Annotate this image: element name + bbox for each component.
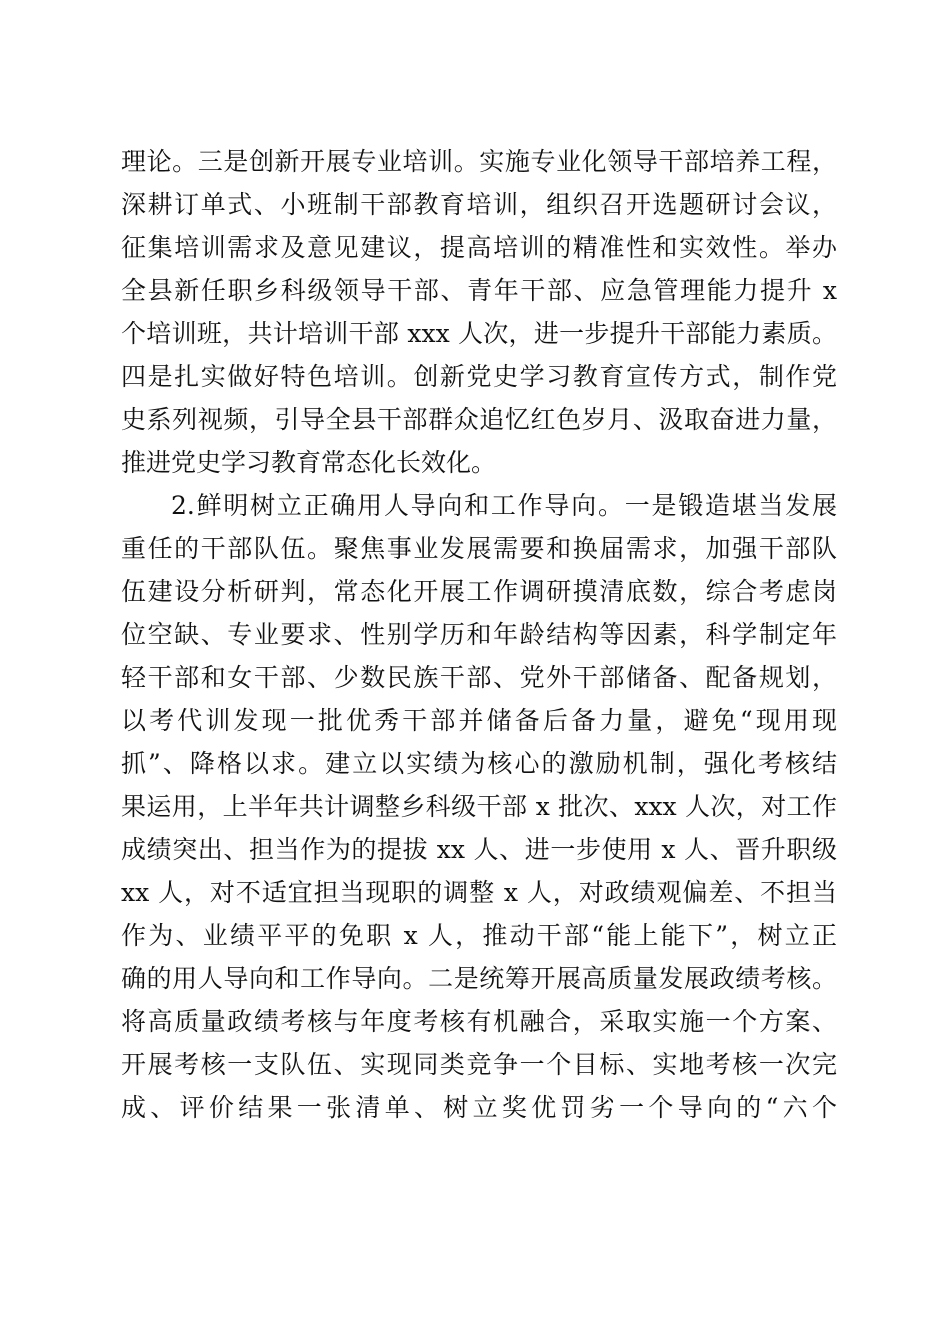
text-line: 四是扎实做好特色培训。创新党史学习教育宣传方式，制作党 [121, 362, 837, 391]
text-line: 重任的干部队伍。聚焦事业发展需要和换届需求，加强干部队 [121, 534, 837, 563]
text-line: 果运用，上半年共计调整乡科级干部 x 批次、xxx 人次，对工作 [121, 792, 837, 821]
text-line: 理论。三是创新开展专业培训。实施专业化领导干部培养工程， [121, 147, 837, 176]
text-line: 全县新任职乡科级领导干部、青年干部、应急管理能力提升 x [121, 276, 837, 305]
text-line: 成、评价结果一张清单、树立奖优罚劣一个导向的“六个 [121, 1093, 837, 1122]
text-line: 深耕订单式、小班制干部教育培训，组织召开选题研讨会议， [121, 190, 837, 219]
document-body [121, 140, 837, 1129]
text-line: 推进党史学习教育常态化长效化。 [121, 448, 497, 477]
text-line: 成绩突出、担当作为的提拔 xx 人、进一步使用 x 人、晋升职级 [121, 835, 837, 864]
text-line: 位空缺、专业要求、性别学历和年龄结构等因素，科学制定年 [121, 620, 837, 649]
text-line: 作为、业绩平平的免职 x 人，推动干部“能上能下”，树立正 [121, 921, 837, 950]
text-line: 史系列视频，引导全县干部群众追忆红色岁月、汲取奋进力量， [121, 405, 837, 434]
text-line: 轻干部和女干部、少数民族干部、党外干部储备、配备规划， [121, 663, 837, 692]
text-line: 开展考核一支队伍、实现同类竞争一个目标、实地考核一次完 [121, 1050, 837, 1079]
text-line: 个培训班，共计培训干部 xxx 人次，进一步提升干部能力素质。 [121, 319, 837, 348]
text-line: 征集培训需求及意见建议，提高培训的精准性和实效性。举办 [121, 233, 837, 262]
text-line: 将高质量政绩考核与年度考核有机融合，采取实施一个方案、 [121, 1007, 837, 1036]
paragraph-heading-line: 2.鲜明树立正确用人导向和工作导向。一是锻造堪当发展 [171, 491, 837, 520]
text-line: xx 人，对不适宜担当现职的调整 x 人，对政绩观偏差、不担当 [121, 878, 837, 907]
text-line: 以考代训发现一批优秀干部并储备后备力量，避免“现用现 [121, 706, 837, 735]
text-line: 抓”、降格以求。建立以实绩为核心的激励机制，强化考核结 [121, 749, 837, 778]
text-line: 确的用人导向和工作导向。二是统筹开展高质量发展政绩考核。 [121, 964, 837, 993]
text-line: 伍建设分析研判，常态化开展工作调研摸清底数，综合考虑岗 [121, 577, 837, 606]
